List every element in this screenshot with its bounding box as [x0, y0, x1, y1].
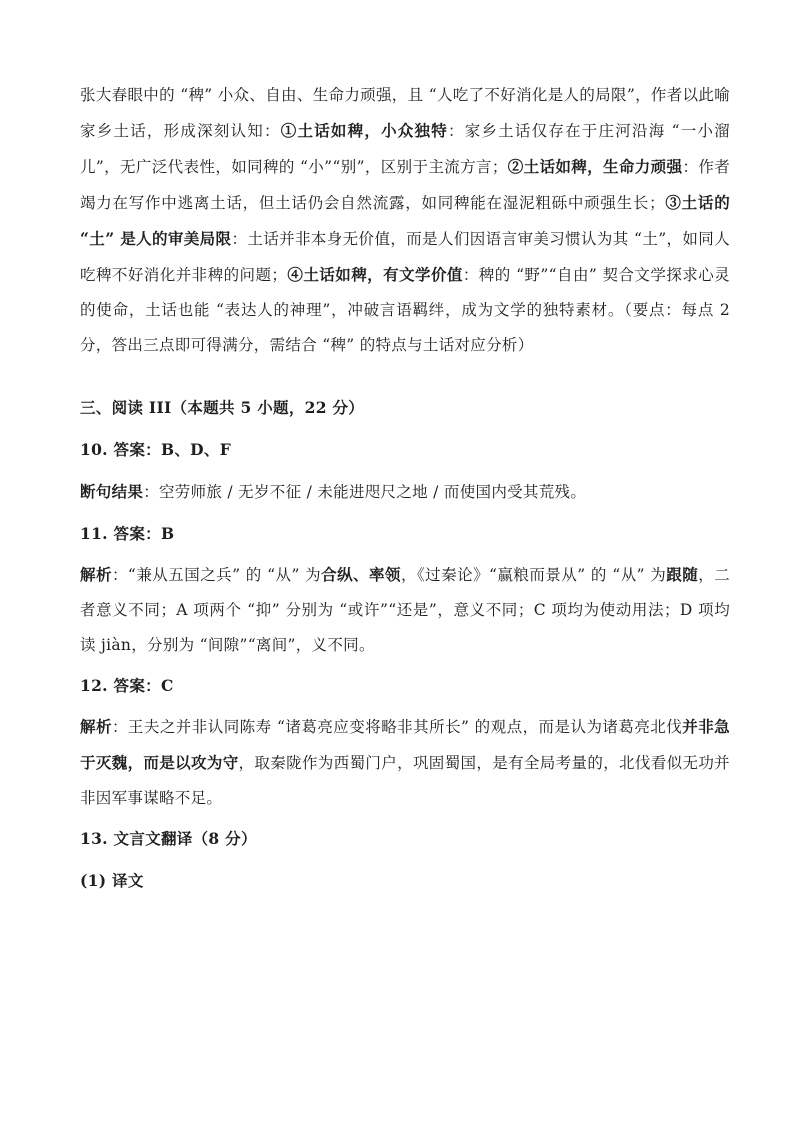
q11-analysis — [80, 557, 730, 663]
q10-punctuation-result — [80, 481, 730, 503]
section-spacer — [80, 363, 730, 397]
answer-9-segment: 张大春眼中的 “稗” 小众、自由、生命力顽强，且 “人吃了不好消化是人的局限”，作者以此喻家乡土话，形成深刻认知： — [80, 86, 730, 140]
q11-analysis-segment: ，二者意义不同；A 项两个 “抑” 分别为 “或许”“还是”，意义不同；C 项均为使动用法；D 项均读 jiàn，分别为 “间隙”“离间”，义不同。 — [80, 566, 730, 654]
q12-answer: 12. 答案：C — [80, 676, 174, 695]
q11-analysis-segment: ，《过秦论》“赢粮而景从” 的 “从” 为 — [400, 566, 667, 584]
q12-analysis-segment: ：王夫之并非认同陈寿 “诸葛亮应变将略非其所长” 的观点，而是认为诸葛亮北伐 — [111, 718, 683, 736]
q11-analysis-segment: 解析 — [80, 565, 112, 584]
answer-9-segment: ④土话如稗，有文学价值 — [287, 265, 463, 284]
q10-result-text: ：空劳师旅 / 无岁不征 / 未能进咫尺之地 / 而使国内受其荒残。 — [143, 483, 587, 501]
q11-answer: 11. 答案：B — [80, 524, 175, 543]
answer-9-segment: ：家乡土话仅存在于庄河沿海 “一小溜儿”，无广泛代表性，如同稗的 “小”“别”，区别于主流方言； — [80, 122, 730, 176]
q12-analysis-segment: 并非急于灭魏，而是以攻为守 — [80, 717, 730, 772]
answer-9-segment: ②土话如稗，生命力顽强 — [507, 157, 683, 176]
q11-analysis-segment: ：“兼从五国之兵” 的 “从” 为 — [111, 566, 322, 584]
q12-analysis-segment: 解析 — [80, 717, 112, 736]
q13-title: 13. 文言文翻译（8 分） — [80, 829, 257, 848]
q12-analysis-segment: ，取秦陇作为西蜀门户，巩固蜀国，是有全局考量的，北伐看似无功并非因军事谋略不足。 — [80, 754, 730, 807]
q11-analysis-segment: 合纵、率领 — [321, 565, 401, 584]
section-3-title: 三、阅读 III（本题共 5 小题，22 分） — [80, 398, 365, 417]
answer-9-segment: ：稗的 “野”“自由” 契合文学探求心灵的使命，土话也能 “表达人的神理”，冲破言语羁绊，成为文学的独特素材。（要点：每点 2 分，答出三点即可得满分，需结合 “稗” 的特点与土话对应分析） — [80, 266, 730, 354]
answer-9-continuation — [80, 78, 730, 363]
q11-analysis-segment: 跟随 — [666, 565, 699, 584]
q12-analysis — [80, 709, 730, 816]
document-page — [80, 78, 730, 912]
answer-9-segment: ①土话如稗，小众独特 — [280, 121, 448, 140]
q10-answer: 10. 答案：B、D、F — [80, 440, 232, 459]
answer-9-segment: ：土话并非本身无价值，而是人们因语言审美习惯认为其 “土”，如同人吃稗不好消化并非稗的问题； — [80, 230, 730, 284]
answer-9-segment: ：作者竭力在写作中逃离土话，但土话仍会自然流露，如同稗能在湿泥粗砾中顽强生长； — [80, 158, 730, 212]
q10-result-label: 断句结果 — [80, 482, 144, 501]
answer-9-segment: ③土话的 “土” 是人的审美局限 — [80, 193, 730, 248]
q13-subitem-1: (1) 译文 — [80, 871, 144, 890]
